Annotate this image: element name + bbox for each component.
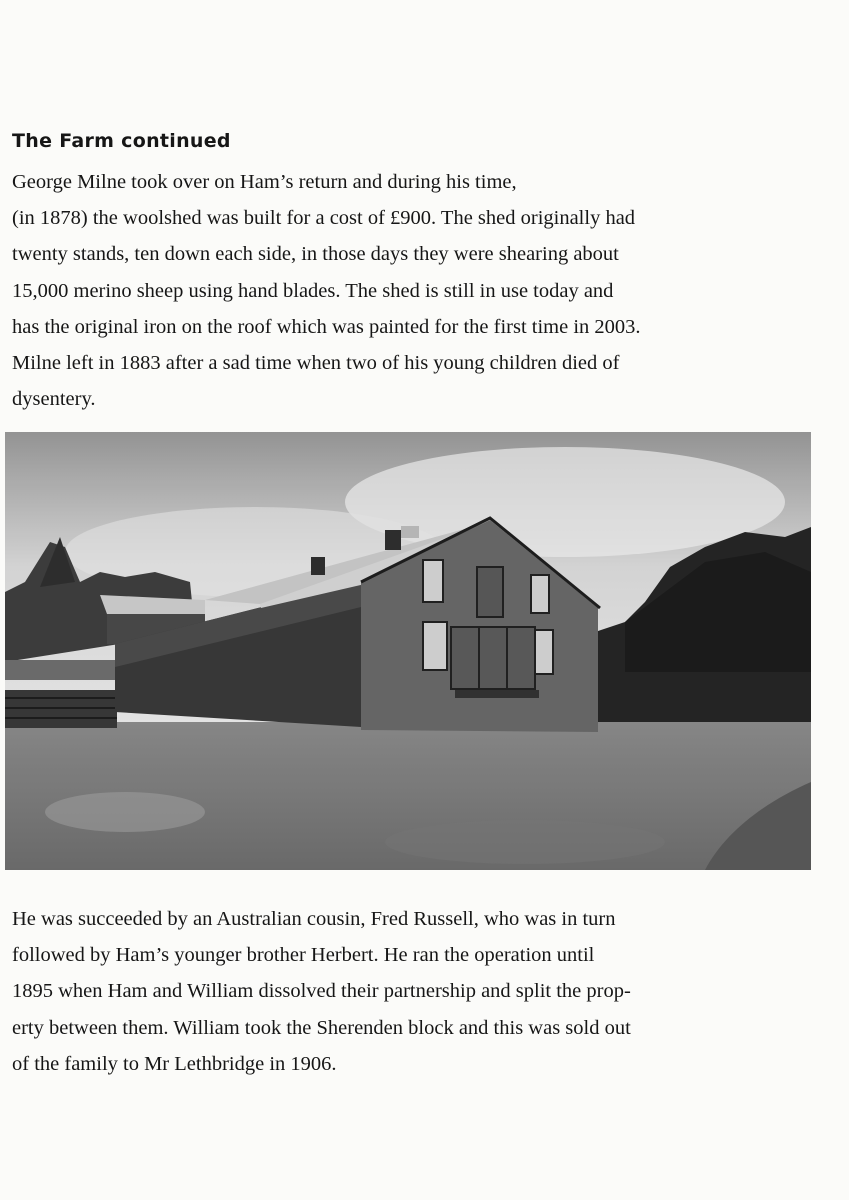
text-line: twenty stands, ten down each side, in those days they were shearing about <box>12 243 619 266</box>
paragraph-succession <box>12 901 802 1082</box>
paragraph-woolshed-history <box>12 164 802 417</box>
text-line: erty between them. William took the Sherenden block and this was sold out <box>12 1016 631 1039</box>
text-line: 15,000 merino sheep using hand blades. The shed is still in use today and <box>12 279 614 302</box>
text-line: George Milne took over on Ham’s return and during his time, <box>12 171 517 193</box>
text-line: He was succeeded by an Australian cousin, Fred Russell, who was in turn <box>12 908 616 930</box>
text-line: Milne left in 1883 after a sad time when two of his young children died of <box>12 352 620 375</box>
woolshed-photo <box>5 432 811 870</box>
text-line: dysentery. <box>12 388 96 411</box>
text-line: followed by Ham’s younger brother Herbert. He ran the operation until <box>12 944 595 967</box>
text-line: 1895 when Ham and William dissolved their partnership and split the prop- <box>12 980 631 1003</box>
text-line: of the family to Mr Lethbridge in 1906. <box>12 1052 337 1075</box>
woolshed-photo-image <box>5 432 811 870</box>
section-heading: The Farm continued <box>12 130 231 152</box>
text-line: (in 1878) the woolshed was built for a cost of £900. The shed originally had <box>12 207 636 230</box>
text-line: has the original iron on the roof which was painted for the first time in 2003. <box>12 315 641 338</box>
